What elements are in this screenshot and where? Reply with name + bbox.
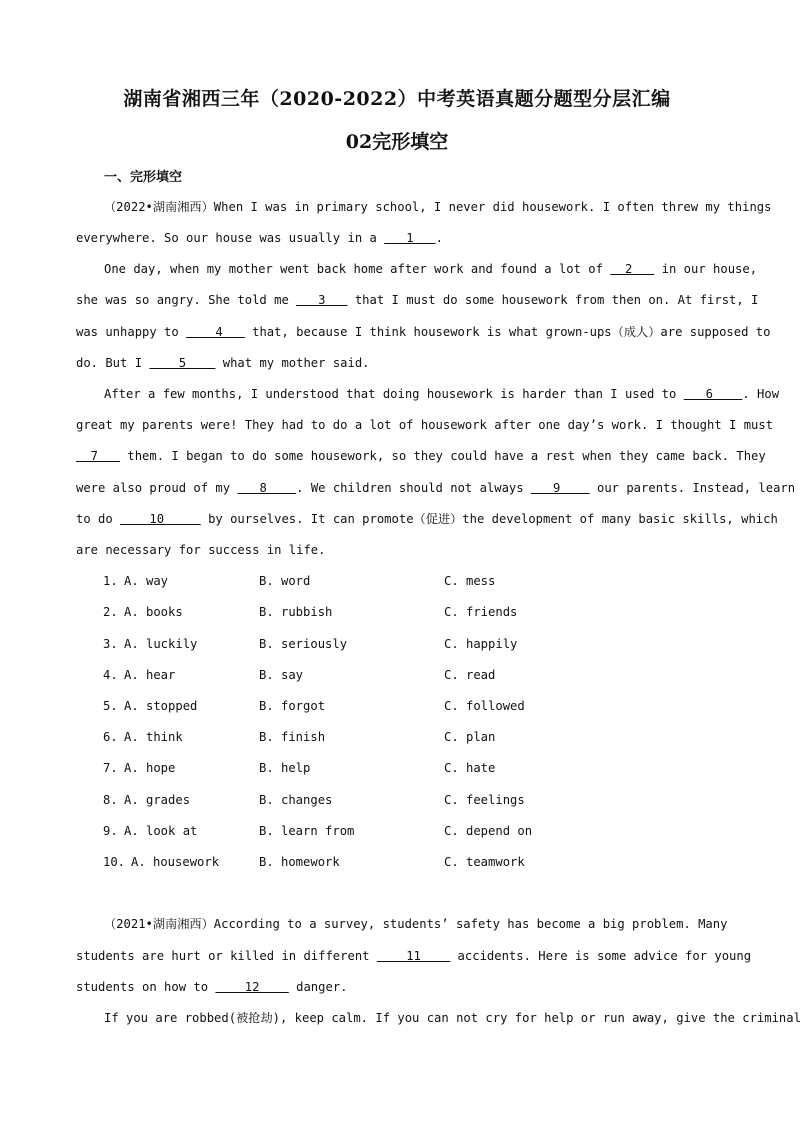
answer-blank[interactable]: 6 — [683, 387, 743, 401]
passage-text: to do — [76, 512, 121, 526]
option-c[interactable]: C. friends — [444, 605, 518, 619]
passage-line — [104, 1008, 801, 1028]
passage-text: that, because I think housework is what grown-ups（成人）are supposed to — [244, 325, 771, 339]
passage-text: are necessary for success in life. — [76, 543, 326, 557]
answer-blank[interactable]: 8 — [237, 481, 297, 495]
question-number: 5. — [103, 699, 118, 713]
option-b[interactable]: B. forgot — [259, 699, 326, 713]
passage-text: If you are robbed(被抢劫), keep calm. If you can not cry for help or run away, give the criminal — [104, 1011, 801, 1025]
option-a[interactable]: A. hear — [124, 668, 176, 682]
option-c[interactable]: C. happily — [444, 637, 518, 651]
option-c[interactable]: C. teamwork — [444, 855, 525, 869]
option-a[interactable]: A. way — [124, 574, 169, 588]
passage-text: she was so angry. She told me — [76, 293, 297, 307]
option-b[interactable]: B. rubbish — [259, 605, 333, 619]
document-subtitle: 02完形填空 — [345, 131, 449, 153]
passage-line — [104, 914, 728, 934]
option-a[interactable]: A. think — [124, 730, 183, 744]
option-b[interactable]: B. help — [259, 761, 311, 775]
answer-blank[interactable]: 7 — [76, 449, 121, 463]
passage-text: everywhere. So our house was usually in a — [76, 231, 385, 245]
answer-blank[interactable]: 12 — [215, 980, 289, 994]
option-c[interactable]: C. followed — [444, 699, 525, 713]
passage-line — [76, 290, 759, 310]
answer-blank[interactable]: 10 — [120, 512, 201, 526]
passage-line — [76, 946, 752, 966]
passage-line — [76, 540, 718, 560]
answer-blank[interactable]: 11 — [376, 949, 451, 963]
passage-line — [76, 478, 796, 498]
option-b[interactable]: B. word — [259, 574, 311, 588]
question-number: 6. — [103, 730, 118, 744]
option-a[interactable]: A. stopped — [124, 699, 198, 713]
passage-text: great my parents were! They had to do a lot of housework after one day’s work. I thought I must — [76, 418, 774, 432]
option-c[interactable]: C. read — [444, 668, 496, 682]
option-c[interactable]: C. depend on — [444, 824, 533, 838]
answer-blank[interactable]: 3 — [296, 293, 348, 307]
passage-text: do. But I — [76, 356, 150, 370]
passage-text: accidents. Here is some advice for young — [450, 949, 752, 963]
passage-text: that I must do some housework from then on. At first, I — [347, 293, 759, 307]
answer-blank[interactable]: 5 — [149, 356, 216, 370]
answer-blank[interactable]: 4 — [186, 325, 245, 339]
question-number: 7. — [103, 761, 118, 775]
option-b[interactable]: B. say — [259, 668, 304, 682]
passage-text: （2022•湖南湘西）When I was in primary school, I never did housework. I often threw my things — [104, 200, 772, 214]
option-a[interactable]: A. look at — [124, 824, 198, 838]
passage-text: . We children should not always — [296, 481, 531, 495]
option-c[interactable]: C. feelings — [444, 793, 525, 807]
passage-text: After a few months, I understood that doing housework is harder than I used to — [104, 387, 684, 401]
question-number: 9. — [103, 824, 118, 838]
option-c[interactable]: C. mess — [444, 574, 496, 588]
option-a[interactable]: A. housework — [131, 855, 220, 869]
passage-line — [76, 415, 774, 435]
option-a[interactable]: A. grades — [124, 793, 191, 807]
answer-blank[interactable]: 1 — [384, 231, 436, 245]
passage-line — [104, 259, 758, 279]
passage-line — [76, 509, 778, 529]
passage-text: One day, when my mother went back home after work and found a lot of — [104, 262, 611, 276]
question-number: 2. — [103, 605, 118, 619]
option-b[interactable]: B. seriously — [259, 637, 348, 651]
passage-text: students on how to — [76, 980, 216, 994]
passage-text: . How — [742, 387, 780, 401]
passage-line — [104, 384, 780, 404]
option-a[interactable]: A. luckily — [124, 637, 198, 651]
question-number: 10. — [103, 855, 126, 869]
passage-line — [76, 322, 771, 342]
passage-text: students are hurt or killed in different — [76, 949, 377, 963]
passage-text: was unhappy to — [76, 325, 187, 339]
option-c[interactable]: C. hate — [444, 761, 496, 775]
option-a[interactable]: A. books — [124, 605, 183, 619]
passage-text: by ourselves. It can promote（促进）the development of many basic skills, which — [200, 512, 778, 526]
passage-text: our parents. Instead, learn — [589, 481, 796, 495]
answer-blank[interactable]: 2 — [610, 262, 655, 276]
passage-text: （2021•湖南湘西）According to a survey, students’ safety has become a big problem. Many — [104, 917, 728, 931]
passage-line — [76, 446, 766, 466]
section-heading: 一、完形填空 — [104, 170, 183, 185]
passage-text: them. I began to do some housework, so they could have a rest when they came back. They — [120, 449, 766, 463]
option-b[interactable]: B. finish — [259, 730, 326, 744]
passage-line — [76, 353, 718, 373]
option-a[interactable]: A. hope — [124, 761, 176, 775]
passage-line — [76, 228, 718, 248]
document-title: 湖南省湘西三年（2020-2022）中考英语真题分题型分层汇编 — [123, 88, 671, 110]
answer-blank[interactable]: 9 — [530, 481, 590, 495]
passage-text: what my mother said. — [215, 356, 370, 370]
passage-line — [104, 197, 772, 217]
option-b[interactable]: B. learn from — [259, 824, 355, 838]
passage-text: . — [435, 231, 443, 245]
option-b[interactable]: B. changes — [259, 793, 333, 807]
question-number: 3. — [103, 637, 118, 651]
question-number: 1. — [103, 574, 118, 588]
passage-line — [76, 977, 718, 997]
option-b[interactable]: B. homework — [259, 855, 340, 869]
passage-text: were also proud of my — [76, 481, 238, 495]
passage-text: danger. — [288, 980, 348, 994]
question-number: 4. — [103, 668, 118, 682]
passage-text: in our house, — [654, 262, 758, 276]
question-number: 8. — [103, 793, 118, 807]
option-c[interactable]: C. plan — [444, 730, 496, 744]
